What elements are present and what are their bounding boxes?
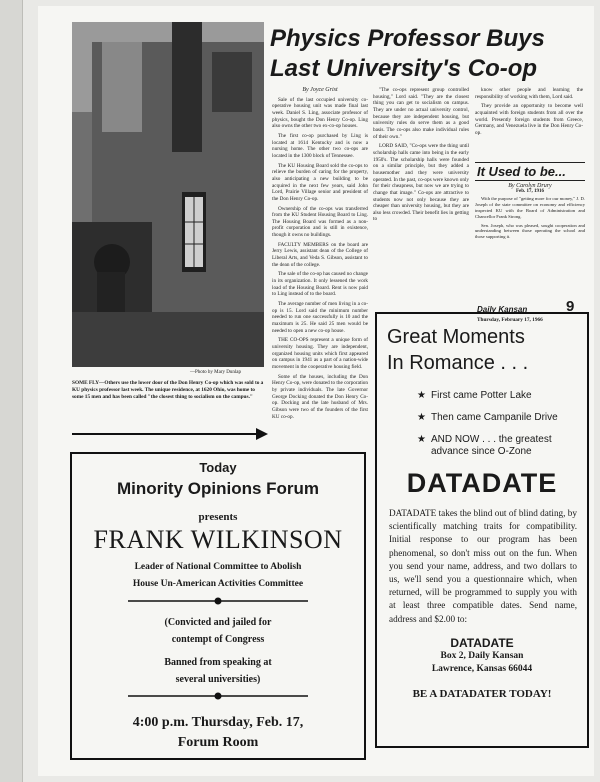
datadate-advertisement	[375, 312, 589, 748]
forum-place: Forum Room	[177, 735, 259, 750]
datadate-heading	[387, 324, 587, 376]
coop-house-photo	[72, 22, 264, 367]
star-icon: ★	[417, 434, 426, 445]
datadate-list-item	[417, 412, 587, 424]
folio-paper-name: Daily Kansan	[477, 305, 528, 314]
article-column-2	[373, 87, 469, 226]
photo-caption: SOME FLY—Others use the lower door of the Don Henry Co-op which was sold to a KU physics professor last week. The unique residence, at 1620 Ohio, was home to some 15 men and has been called "the closest thing to socialism on the campus."	[72, 380, 264, 400]
used-to-be-title: It Used to be...	[475, 162, 585, 181]
forum-role-line: Leader of National Committee to Abolish	[134, 562, 302, 572]
forum-note-line: (Convicted and jailed for	[164, 617, 272, 628]
ornament-divider-icon	[128, 692, 308, 700]
article-paragraph: The sale of the co-op has caused no change in its organization. It only lessened the work load of the Housing Board. Rent is now paid to Ling instead of to the board.	[272, 271, 368, 298]
article-paragraph: The KU Housing Board sold the co-ops to relieve the burden of caring for the property, also anticipating a new building to be acquired in the next few years, said John Lord, Prairie Village senior and president of the Don Henry Co-op.	[272, 162, 368, 202]
article-paragraph: They provide an opportunity to become well acquainted with foreign students from all over the world. Presently foreign students from Greece, Germany, and Venezuela live in the Don Henry Co-op.	[475, 103, 583, 136]
forum-note-line: Banned from speaking at	[164, 657, 272, 668]
article-paragraph: Some of the houses, including the Don Henry Co-op, were donated to the corporation by private individuals. The late Governor George Docking donated the Don Henry Co-op. Docking and the late husband of Mrs. Gibson were two of the founders of the first KU co-op.	[272, 373, 368, 420]
folio-page-number: 9	[566, 298, 575, 315]
datadate-list-item	[417, 434, 587, 458]
forum-today: Today	[199, 460, 237, 475]
headline-line-2: Last University's Co-op	[270, 55, 538, 82]
datadate-item-text: First came Potter Lake	[431, 390, 532, 401]
datadate-address-name: DATADATE	[450, 635, 514, 650]
datadate-list	[417, 390, 587, 458]
used-to-be-paragraph: Sen. Joseph, who was pleased, sought cooperation and understanding between those operating the school and those supporting it.	[475, 222, 585, 240]
page-edge	[0, 0, 23, 782]
photo-credit: —Photo by Mary Dunlap	[190, 370, 241, 375]
forum-time	[72, 713, 364, 753]
article-paragraph: The first co-op purchased by Ling is located at 1614 Kentucky and is now a nursing home. The other two co-ops are located in the 1300 block of Tennessee.	[272, 132, 368, 159]
forum-advertisement	[70, 452, 366, 760]
datadate-cta: BE A DATADATER TODAY!	[412, 687, 552, 700]
forum-speaker-role	[72, 559, 364, 593]
ornament-divider-icon	[128, 597, 308, 605]
article-column-1	[272, 87, 368, 423]
forum-presents: presents	[198, 511, 238, 523]
datadate-heading-line: Great Moments	[387, 326, 525, 348]
article-paragraph: LORD SAID, "Co-ops were the thing until scholarship halls came into being in the early 1950's. The scholarship halls were founded on a similar principle, but they added a housemother and they were university operated. In the past, co-ops were known only for their cheapness, but now we are trying to change that image." Co-ops are attractive to students now not only because they are cheaper than university housing, but they are also less crowded. Their benefit lies in getting to	[373, 143, 469, 223]
article-paragraph: Sale of the last occupied university co-operative housing unit was made final last week. Daniel S. Ling, associate professor of physics, bought the Don Henry Co-op. Ling also owns the other two ex-co-op houses.	[272, 96, 368, 130]
folio-date: Thursday, February 17, 1966	[477, 317, 543, 323]
star-icon: ★	[417, 390, 426, 401]
datadate-body: DATADATE takes the blind out of blind dating, by scientifically matching traits for compatibility. Initial response to our program has been phenomenal, so don't miss out on the fun. When you send your name, address, and two dollars to us, we'll send you a questionnaire which, when returned, will be programmed to supply you with at least three compatible dates. Send name, address and $2.00 to:	[389, 508, 577, 624]
datadate-address	[377, 636, 587, 676]
used-to-be-column	[475, 162, 585, 243]
article-byline: By Joyce Grist	[302, 87, 338, 93]
right-arrow-icon	[72, 427, 268, 445]
article-paragraph: Ownership of the co-ops was transferred from the KU Student Housing Board to Ling. The Housing Board was formed as a non-profit corporation and is still in existence, though it owns no buildings.	[272, 205, 368, 239]
used-to-be-body	[475, 196, 585, 240]
datadate-list-item	[417, 390, 587, 402]
forum-note	[72, 614, 364, 688]
used-to-be-byline: By Carolyn Drury	[508, 183, 552, 189]
forum-speaker: FRANK WILKINSON	[93, 525, 343, 554]
star-icon: ★	[417, 412, 426, 423]
datadate-item-text: AND NOW . . . the greatest advance since O-Zone	[431, 434, 552, 457]
forum-title: Minority Opinions Forum	[116, 479, 320, 498]
headline-line-1: Physics Professor Buys	[270, 25, 545, 52]
used-to-be-date: Feb. 17, 1916	[515, 189, 545, 194]
article-paragraph: know other people and learning the responsibility of working with them, Lord said.	[475, 87, 583, 100]
article-column-3	[475, 87, 583, 140]
datadate-address-line: Lawrence, Kansas 66044	[431, 663, 533, 674]
forum-note-line: several universities)	[175, 674, 261, 685]
article-paragraph: "The co-ops represent group controlled housing," Lord said. "They are the closest thing you can get to socialism on campus. They are under no actual university control, because they are independent housing, but university rules do serve them as a good basis. The co-ops also make individual rules of their own."	[373, 87, 469, 140]
datadate-item-text: Then came Campanile Drive	[431, 412, 558, 423]
forum-note-line: contempt of Congress	[171, 634, 265, 645]
article-paragraph: THE CO-OPS represent a unique form of university housing. They are independent, organized housing units which first appeared on campus in 1941 as a part of a nation-wide movement in the cooperative housing field.	[272, 337, 368, 370]
datadate-address-line: Box 2, Daily Kansan	[440, 650, 524, 661]
article-paragraph: FACULTY MEMBERS on the board are Jerry Lewis, assistant dean of the College of Liberal Arts, and Veda S. Gibson, assistant to the dean of the college.	[272, 241, 368, 268]
forum-time-line: 4:00 p.m. Thursday, Feb. 17,	[132, 715, 304, 730]
article-paragraph: The average number of men living in a co-op is 15. Lord said the minimum number needed to run one successfully is 10 and the maximum is 25. He said 25 men would be needed to open a new co-op house.	[272, 301, 368, 334]
article-headline	[270, 24, 588, 84]
datadate-brand: DATADATE	[406, 468, 558, 498]
datadate-heading-line: In Romance . . .	[387, 352, 529, 374]
forum-role-line: House Un-American Activities Committee	[132, 579, 304, 589]
used-to-be-paragraph: With the purpose of "getting more for our money," J. D. Joseph of the state committee on economy and efficiency inspected KU with the Board of Administration and Chancellor Frank Strong.	[475, 196, 585, 219]
